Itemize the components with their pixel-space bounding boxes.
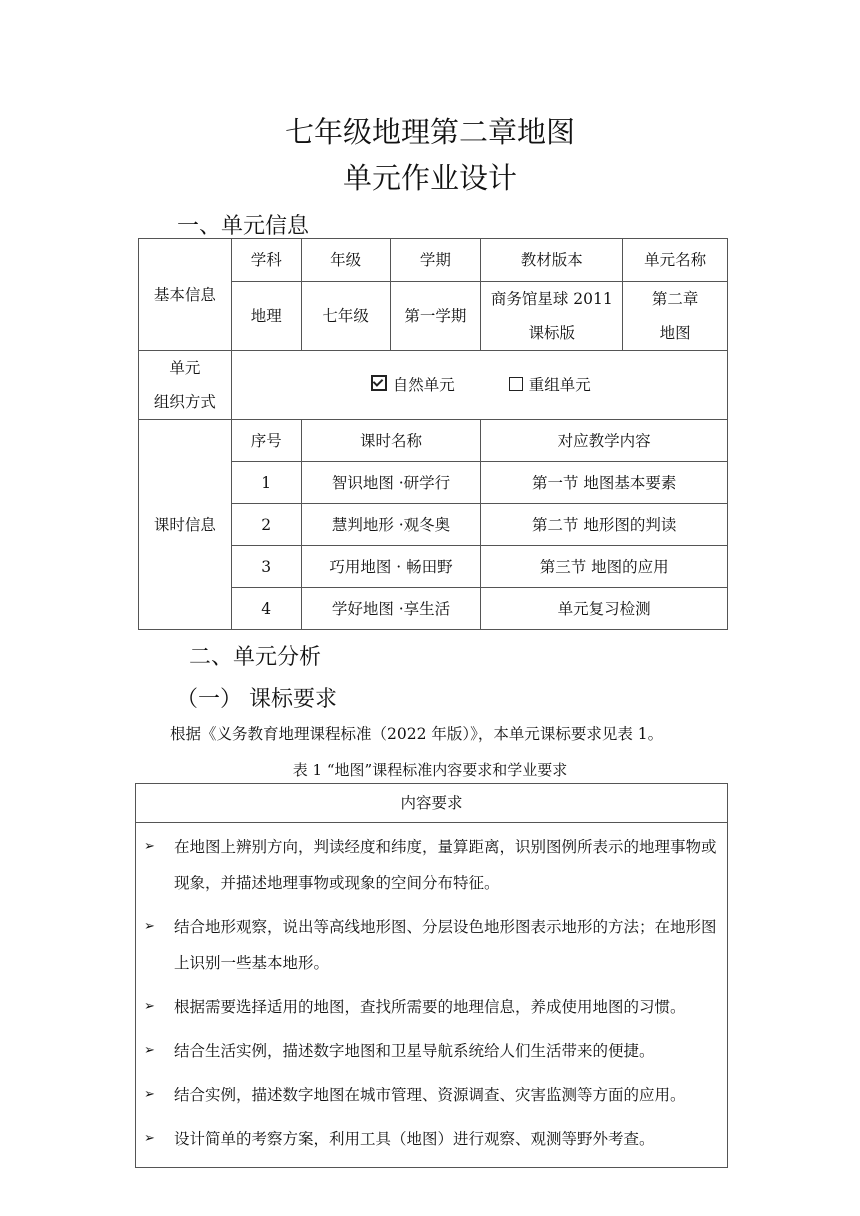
lesson-name: 巧用地图 · 畅田野 bbox=[301, 546, 481, 588]
list-item bbox=[136, 905, 727, 985]
requirement-text: 根据需要选择适用的地图，查找所需要的地理信息，养成使用地图的习惯。 bbox=[174, 998, 686, 1016]
value-unit-name-line1: 第二章 bbox=[651, 290, 699, 308]
arrow-bullet-icon: ➢ bbox=[144, 1131, 155, 1146]
value-term: 第一学期 bbox=[390, 282, 481, 351]
doc-title-line1: 七年级地理第二章地图 bbox=[284, 115, 575, 149]
list-item bbox=[136, 1073, 727, 1117]
arrow-bullet-icon: ➢ bbox=[144, 1087, 155, 1102]
header-unit-name: 单元名称 bbox=[623, 239, 728, 282]
lesson-info-label: 课时信息 bbox=[139, 420, 232, 630]
section-heading-unit-analysis: 二、单元分析 bbox=[189, 645, 322, 670]
regroup-unit-label: 重组单元 bbox=[528, 376, 591, 394]
header-subject: 学科 bbox=[231, 239, 301, 282]
lesson-number: 4 bbox=[231, 588, 301, 630]
lesson-name: 慧判地形 ·观冬奥 bbox=[301, 504, 481, 546]
value-textbook-line1: 商务馆星球 2011 bbox=[490, 290, 613, 308]
list-item bbox=[136, 825, 727, 905]
doc-title-line2: 单元作业设计 bbox=[342, 161, 517, 195]
lesson-header-name: 课时名称 bbox=[301, 420, 481, 462]
org-label-line2: 组织方式 bbox=[153, 393, 216, 411]
org-label-line1: 单元 bbox=[169, 359, 201, 377]
arrow-bullet-icon: ➢ bbox=[144, 1043, 155, 1058]
natural-unit-label: 自然单元 bbox=[392, 376, 455, 394]
value-textbook-line2: 课标版 bbox=[528, 324, 575, 342]
value-textbook bbox=[481, 282, 623, 351]
lesson-header-number: 序号 bbox=[231, 420, 301, 462]
checked-box-icon[interactable] bbox=[371, 375, 387, 391]
unit-info-table bbox=[138, 238, 728, 630]
basic-info-label: 基本信息 bbox=[139, 239, 232, 351]
requirement-text: 结合实例，描述数字地图在城市管理、资源调查、灾害监测等方面的应用。 bbox=[174, 1086, 686, 1104]
header-term: 学期 bbox=[390, 239, 481, 282]
table-caption: 表 1 “地图”课程标准内容要求和学业要求 bbox=[292, 761, 568, 779]
requirement-text: 设计简单的考察方案，利用工具（地图）进行观察、观测等野外考查。 bbox=[174, 1130, 655, 1148]
arrow-bullet-icon: ➢ bbox=[144, 839, 155, 854]
org-label bbox=[139, 351, 232, 420]
intro-paragraph: 根据《义务教育地理课程标准（2022 年版）》，本单元课标要求见表 1。 bbox=[170, 725, 664, 743]
lesson-content: 第二节 地形图的判读 bbox=[481, 504, 728, 546]
section-heading-unit-info: 一、单元信息 bbox=[177, 214, 310, 239]
arrow-bullet-icon: ➢ bbox=[144, 919, 155, 934]
natural-unit-option[interactable] bbox=[371, 376, 455, 394]
value-unit-name bbox=[623, 282, 728, 351]
list-item bbox=[136, 1029, 727, 1073]
subsection-heading-standards: （一） 课标要求 bbox=[176, 687, 337, 712]
header-grade: 年级 bbox=[301, 239, 390, 282]
list-item bbox=[136, 1117, 727, 1161]
requirement-text: 结合地形观察，说出等高线地形图、分层设色地形图表示地形的方法；在地形图上识别一些基本地形。 bbox=[174, 918, 717, 972]
value-grade: 七年级 bbox=[301, 282, 390, 351]
arrow-bullet-icon: ➢ bbox=[144, 999, 155, 1014]
lesson-content: 单元复习检测 bbox=[481, 588, 728, 630]
lesson-number: 2 bbox=[231, 504, 301, 546]
value-unit-name-line2: 地图 bbox=[659, 324, 691, 342]
lesson-number: 1 bbox=[231, 462, 301, 504]
requirement-text: 结合生活实例，描述数字地图和卫星导航系统给人们生活带来的便捷。 bbox=[174, 1042, 655, 1060]
requirements-list bbox=[136, 823, 728, 1168]
lesson-content: 第三节 地图的应用 bbox=[481, 546, 728, 588]
lesson-name: 智识地图 ·研学行 bbox=[301, 462, 481, 504]
lesson-number: 3 bbox=[231, 546, 301, 588]
content-requirements-table bbox=[135, 783, 728, 1168]
requirements-header: 内容要求 bbox=[136, 784, 728, 823]
org-options bbox=[231, 351, 727, 420]
lesson-content: 第一节 地图基本要素 bbox=[481, 462, 728, 504]
regroup-unit-option[interactable] bbox=[509, 376, 591, 394]
lesson-header-content: 对应教学内容 bbox=[481, 420, 728, 462]
checkbox-icon[interactable] bbox=[509, 377, 523, 391]
requirement-text: 在地图上辨别方向，判读经度和纬度，量算距离，识别图例所表示的地理事物或现象，并描述地理事物或现象的空间分布特征。 bbox=[174, 838, 717, 892]
value-subject: 地理 bbox=[231, 282, 301, 351]
header-textbook: 教材版本 bbox=[481, 239, 623, 282]
lesson-name: 学好地图 ·享生活 bbox=[301, 588, 481, 630]
list-item bbox=[136, 985, 727, 1029]
